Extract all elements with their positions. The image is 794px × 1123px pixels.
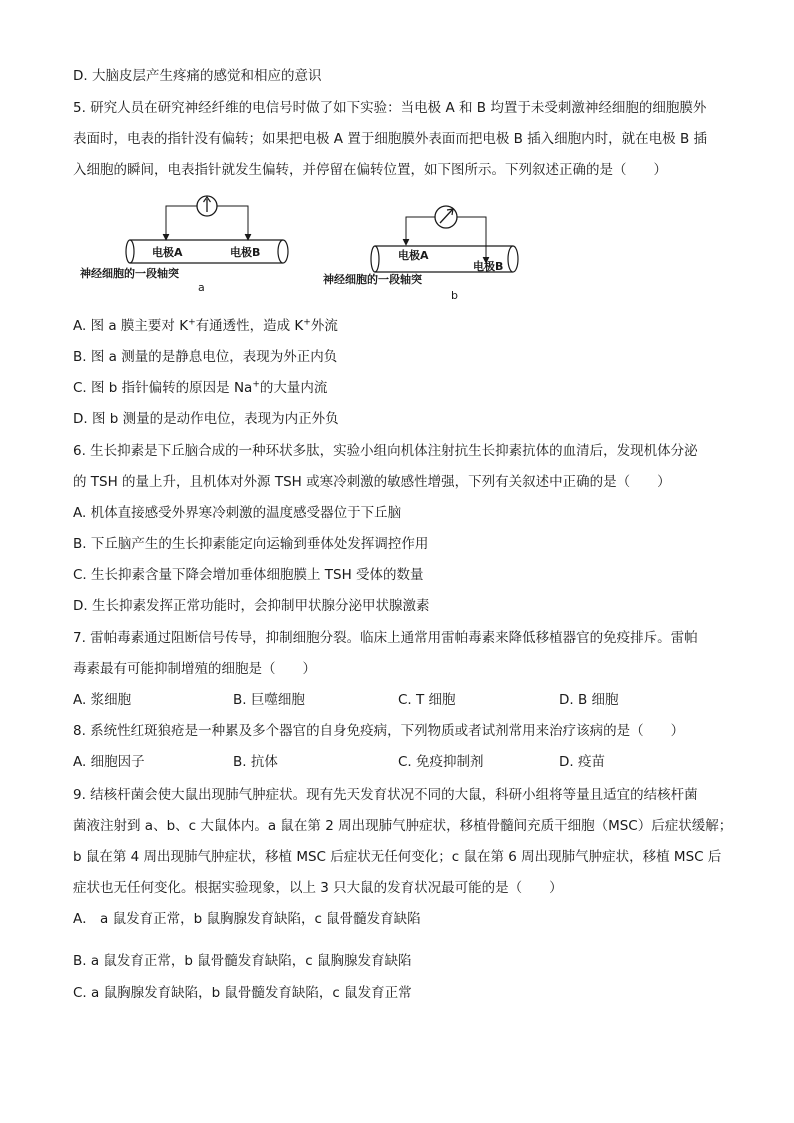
q7-option-d: D. B 细胞 xyxy=(559,692,619,708)
q9-stem-line-4: 症状也无任何变化。根据实验现象，以上 3 只大鼠的发育状况最可能的是（ ） xyxy=(73,880,563,896)
q9-stem-line-1: 9. 结核杆菌会使大鼠出现肺气肿症状。现有先天发育状况不同的大鼠，科研小组将等量且适宜的结核杆菌 xyxy=(73,787,698,803)
q6-stem-line-1: 6. 生长抑素是下丘脑合成的一种环状多肽，实验小组向机体注射抗生长抑素抗体的血清后，发现机体分泌 xyxy=(73,443,698,459)
q8-stem-line-1: 8. 系统性红斑狼疮是一种累及多个器官的自身免疫病，下列物质或者试剂常用来治疗该病的是（ ） xyxy=(73,723,685,739)
q4-option-d: D. 大脑皮层产生疼痛的感觉和相应的意识 xyxy=(73,68,322,84)
q5-option-c: C. 图 b 指针偏转的原因是 Na+的大量内流 xyxy=(73,379,328,396)
q6-option-d: D. 生长抑素发挥正常功能时，会抑制甲状腺分泌甲状腺激素 xyxy=(73,598,430,614)
q5-option-a: A. 图 a 膜主要对 K+有通透性，造成 K+外流 xyxy=(73,317,338,334)
q6-stem-line-2: 的 TSH 的量上升，且机体对外源 TSH 或寒冷刺激的敏感性增强，下列有关叙述中正确的是（ ） xyxy=(73,474,671,490)
q9-option-c: C. a 鼠胸腺发育缺陷，b 鼠骨髓发育缺陷，c 鼠发育正常 xyxy=(73,985,412,1001)
q5-option-b: B. 图 a 测量的是静息电位，表现为外正内负 xyxy=(73,349,338,365)
q6-option-a: A. 机体直接感受外界寒冷刺激的温度感受器位于下丘脑 xyxy=(73,505,402,521)
q5-figure-a xyxy=(80,196,288,294)
q9-option-b: B. a 鼠发育正常，b 鼠骨髓发育缺陷，c 鼠胸腺发育缺陷 xyxy=(73,953,412,969)
q5-figure-b-caption: 神经细胞的一段轴突 xyxy=(323,273,422,286)
q8-option-b: B. 抗体 xyxy=(233,754,278,770)
q5-option-d: D. 图 b 测量的是动作电位，表现为内正外负 xyxy=(73,411,339,427)
q5-figure-a-electrode-b-label: 电极B xyxy=(230,246,261,259)
q9-stem-line-3: b 鼠在第 4 周出现肺气肿症状，移植 MSC 后症状无任何变化；c 鼠在第 6 周出现肺气肿症状，移植 MSC 后 xyxy=(73,849,722,865)
q7-stem-line-1: 7. 雷帕毒素通过阻断信号传导，抑制细胞分裂。临床上通常用雷帕毒素来降低移植器官的免疫排斥。雷帕 xyxy=(73,630,698,646)
q7-option-b: B. 巨噬细胞 xyxy=(233,692,305,708)
q7-option-c: C. T 细胞 xyxy=(398,692,456,708)
q5-figure-b-label: b xyxy=(451,289,458,302)
q5-figure-a-caption: 神经细胞的一段轴突 xyxy=(80,267,179,280)
q5-stem-line-3: 入细胞的瞬间，电表指针就发生偏转，并停留在偏转位置，如下图所示。下列叙述正确的是（ ） xyxy=(73,162,667,178)
q5-stem-line-1: 5. 研究人员在研究神经纤维的电信号时做了如下实验：当电极 A 和 B 均置于未受刺激神经细胞的细胞膜外 xyxy=(73,100,707,116)
q7-stem-line-2: 毒素最有可能抑制增殖的细胞是（ ） xyxy=(73,661,316,677)
q6-option-b: B. 下丘脑产生的生长抑素能定向运输到垂体处发挥调控作用 xyxy=(73,536,429,552)
q5-figure-b-electrode-b-label: 电极B xyxy=(473,260,504,273)
q9-stem-line-2: 菌液注射到 a、b、c 大鼠体内。a 鼠在第 2 周出现肺气肿症状，移植骨髓间充质干细胞（MSC）后症状缓解； xyxy=(73,818,733,834)
q8-option-c: C. 免疫抑制剂 xyxy=(398,754,484,770)
q5-figure-a-label: a xyxy=(198,281,205,294)
q5-stem-line-2: 表面时，电表的指针没有偏转；如果把电极 A 置于细胞膜外表面而把电极 B 插入细胞内时，就在电极 B 插 xyxy=(73,131,708,147)
q8-option-a: A. 细胞因子 xyxy=(73,754,145,770)
q5-figure-b xyxy=(323,206,518,302)
q9-option-a: A． a 鼠发育正常，b 鼠胸腺发育缺陷，c 鼠骨髓发育缺陷 xyxy=(73,911,421,927)
q5-figure-a-electrode-a-label: 电极A xyxy=(152,246,183,259)
q7-option-a: A. 浆细胞 xyxy=(73,692,132,708)
q8-option-d: D. 疫苗 xyxy=(559,754,605,770)
q5-figure-b-electrode-a-label: 电极A xyxy=(398,249,429,262)
q6-option-c: C. 生长抑素含量下降会增加垂体细胞膜上 TSH 受体的数量 xyxy=(73,567,424,583)
